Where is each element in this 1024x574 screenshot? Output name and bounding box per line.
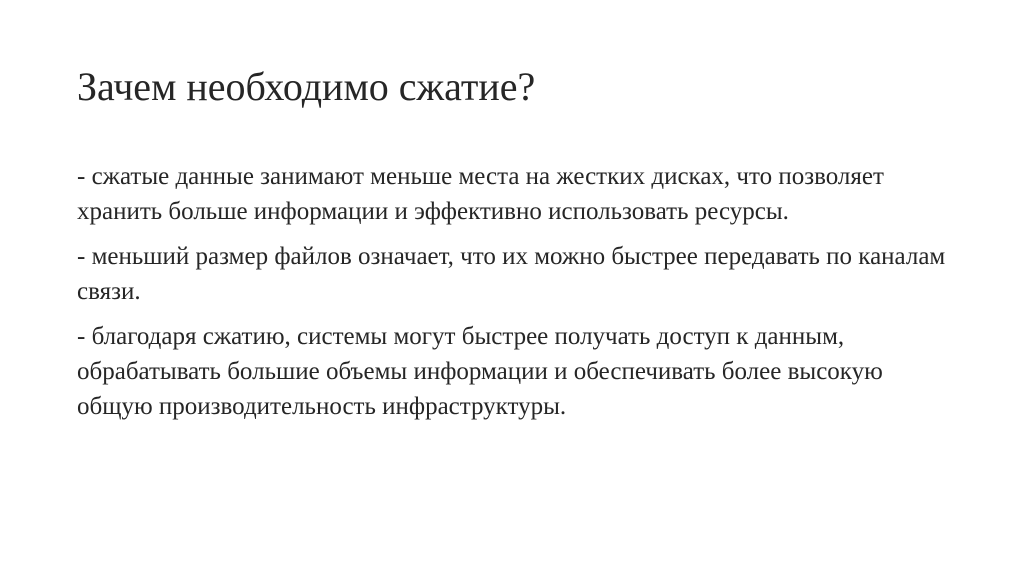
slide-body	[77, 159, 957, 434]
slide-title: Зачем необходимо сжатие?	[77, 64, 536, 109]
bullet-item: - благодаря сжатию, системы могут быстрее получать доступ к данным, обрабатывать большие объемы информации и обеспечивать более высокую общую производительность инфраструктуры.	[77, 323, 883, 420]
bullet-item: - сжатые данные занимают меньше места на жестких дисках, что позволяет хранить больше информации и эффективно использовать ресурсы.	[77, 163, 884, 225]
bullet-item: - меньший размер файлов означает, что их можно быстрее передавать по каналам связи.	[77, 243, 946, 305]
